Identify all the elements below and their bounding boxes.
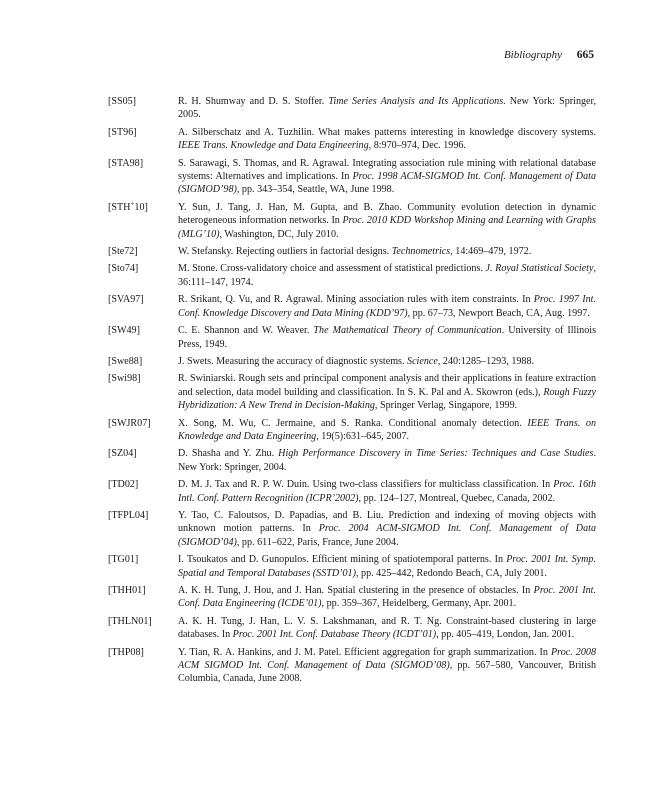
bib-key: [TG01] bbox=[108, 554, 139, 566]
bib-citation bbox=[178, 417, 596, 444]
bib-entry bbox=[108, 509, 596, 549]
bib-citation bbox=[178, 553, 596, 580]
citation-text: X. Song, M. Wu, C. Jermaine, and S. Ranka. Conditional anomaly detection. bbox=[178, 417, 528, 429]
bib-entry bbox=[108, 478, 596, 505]
citation-text: A. K. H. Tung, J. Hou, and J. Han. Spatial clustering in the presence of obstacles. In bbox=[178, 585, 534, 596]
bib-entry bbox=[108, 646, 596, 686]
citation-text: Y. Tao, C. Faloutsos, D. Papadias, and B. Liu. Prediction and indexing of moving objects with unknown motion patterns. In bbox=[178, 509, 596, 535]
bib-key: [STA98] bbox=[108, 157, 144, 169]
citation-title: J. Royal Statistical Society bbox=[485, 263, 594, 275]
citation-title: Rough Fuzzy Hybridization: A New Trend in Decision-Making bbox=[178, 386, 596, 412]
bib-entry bbox=[108, 447, 596, 474]
citation-text: , Washington, DC, July 2010. bbox=[219, 228, 339, 240]
citation-text: C. E. Shannon and W. Weaver. bbox=[178, 325, 314, 337]
citation-title: High Performance Discovery in Time Series: Techniques and Case Studies bbox=[278, 448, 594, 460]
citation-text: W. Stefansky. Rejecting outliers in factorial designs. bbox=[178, 246, 392, 258]
citation-title: Proc. 2001 Int. Symp. Spatial and Temporal Databases (SSTD’01) bbox=[178, 554, 597, 579]
bib-entry bbox=[108, 157, 596, 197]
citation-title: Proc. 1998 ACM-SIGMOD Int. Conf. Management of Data (SIGMOD’98) bbox=[178, 171, 596, 196]
bib-entry bbox=[108, 245, 596, 258]
bib-entry bbox=[108, 262, 596, 289]
citation-text: , Springer Verlag, Singapore, 1999. bbox=[374, 400, 518, 412]
citation-text: , 36:111–147, 1974. bbox=[178, 263, 596, 288]
bib-entry bbox=[108, 293, 596, 320]
bibliography-list bbox=[108, 95, 596, 690]
citation-title: Proc. 16th Intl. Conf. Pattern Recognition (ICPR’2002) bbox=[178, 479, 596, 504]
citation-text: , pp. 343–354, Seattle, WA, June 1998. bbox=[236, 184, 395, 196]
bib-key: [SWJR07] bbox=[108, 417, 151, 429]
citation-text: S. Sarawagi, S. Thomas, and R. Agrawal. Integrating association rule mining with relational database systems: Alternatives and implications. In bbox=[178, 157, 596, 183]
bib-key: [Ste72] bbox=[108, 246, 138, 258]
page-number: 665 bbox=[576, 49, 594, 61]
citation-text: , pp. 567–580, Vancouver, British Columbia, Canada, June 2008. bbox=[178, 660, 596, 685]
bib-citation bbox=[178, 478, 596, 505]
bib-citation bbox=[178, 615, 596, 642]
bib-citation bbox=[178, 95, 596, 122]
bib-citation bbox=[178, 447, 596, 474]
bib-key: [SZ04] bbox=[108, 448, 137, 460]
citation-text: D. M. J. Tax and R. P. W. Duin. Using two-class classifiers for multiclass classification. In bbox=[178, 479, 554, 491]
citation-text: Y. Sun, J. Tang, J. Han, M. Gupta, and B. Zhao. Community evolution detection in dynamic heterogeneous information networks. In bbox=[178, 201, 596, 227]
citation-text: . University of Illinois Press, 1949. bbox=[178, 325, 596, 350]
bib-entry bbox=[108, 553, 596, 580]
citation-text: , pp. 425–442, Redondo Beach, CA, July 2001. bbox=[355, 567, 547, 579]
bib-entry bbox=[108, 584, 596, 611]
bib-citation bbox=[178, 245, 596, 258]
bib-key: [THH01] bbox=[108, 585, 146, 596]
bib-key: [STH+10] bbox=[108, 199, 148, 213]
citation-text: . New York: Springer, 2004. bbox=[178, 448, 596, 473]
citation-text: A. K. H. Tung, J. Han, L. V. S. Lakshmanan, and R. T. Ng. Constraint-based clustering in large databases. In bbox=[178, 615, 596, 641]
citation-title: IEEE Trans. Knowledge and Data Engineering bbox=[178, 140, 369, 152]
citation-text: , pp. 405–419, London, Jan. 2001. bbox=[436, 629, 575, 641]
citation-text: . New York: Springer, 2005. bbox=[178, 96, 597, 121]
bib-citation bbox=[178, 293, 596, 320]
bib-citation bbox=[178, 372, 596, 412]
citation-text: , pp. 67–73, Newport Beach, CA, Aug. 1997. bbox=[407, 307, 590, 319]
citation-text: Y. Tian, R. A. Hankins, and J. M. Patel. Efficient aggregation for graph summarization. In bbox=[178, 646, 551, 658]
bib-citation bbox=[178, 509, 596, 549]
citation-text: R. H. Shumway and D. S. Stoffer. bbox=[178, 96, 329, 107]
citation-title: Proc. 1997 Int. Conf. Knowledge Discovery and Data Mining (KDD’97) bbox=[178, 294, 596, 319]
bib-entry bbox=[108, 324, 596, 351]
bib-citation bbox=[178, 324, 596, 351]
bib-key: [SW49] bbox=[108, 325, 140, 337]
bib-entry bbox=[108, 355, 596, 368]
bib-key: [TD02] bbox=[108, 479, 139, 491]
bib-citation bbox=[178, 646, 596, 686]
citation-text: R. Srikant, Q. Vu, and R. Agrawal. Mining association rules with item constraints. In bbox=[178, 294, 534, 306]
bib-entry bbox=[108, 372, 596, 412]
citation-text: , 14:469–479, 1972. bbox=[450, 246, 532, 258]
citation-title: IEEE Trans. on Knowledge and Data Engineering bbox=[178, 417, 596, 442]
citation-title: Science bbox=[407, 355, 438, 367]
bib-entry bbox=[108, 201, 596, 241]
citation-text: A. Silberschatz and A. Tuzhilin. What makes patterns interesting in knowledge discovery systems. bbox=[178, 126, 596, 138]
citation-text: D. Shasha and Y. Zhu. bbox=[178, 448, 279, 460]
citation-text: , pp. 359–367, Heidelberg, Germany, Apr. 2001. bbox=[321, 598, 517, 610]
bib-entry bbox=[108, 417, 596, 444]
bib-entry bbox=[108, 95, 596, 122]
bib-key: [ST96] bbox=[108, 126, 137, 138]
citation-title: Technometrics bbox=[391, 246, 451, 258]
bib-key: [Sto74] bbox=[108, 263, 139, 275]
citation-text: I. Tsoukatos and D. Gunopulos. Efficient mining of spatiotemporal patterns. In bbox=[178, 554, 507, 566]
bib-key: [Swi98] bbox=[108, 373, 141, 385]
bib-citation bbox=[178, 355, 596, 368]
citation-text: , pp. 611–622, Paris, France, June 2004. bbox=[236, 536, 399, 548]
citation-text: , pp. 124–127, Montreal, Quebec, Canada, 2002. bbox=[358, 492, 556, 504]
bib-key: [SS05] bbox=[108, 96, 137, 107]
citation-title: Proc. 2010 KDD Workshop Mining and Learning with Graphs (MLG’10) bbox=[178, 215, 596, 240]
citation-text: J. Swets. Measuring the accuracy of diagnostic systems. bbox=[178, 355, 408, 367]
citation-text: M. Stone. Cross-validatory choice and assessment of statistical predictions. bbox=[178, 263, 486, 275]
citation-text: , 240:1285–1293, 1988. bbox=[437, 355, 535, 367]
bib-key: [THP08] bbox=[108, 646, 144, 658]
citation-text: , 19(5):631–645, 2007. bbox=[316, 430, 410, 442]
bib-citation bbox=[178, 201, 596, 241]
bib-key: [TFPL04] bbox=[108, 509, 149, 521]
bib-citation bbox=[178, 584, 596, 611]
bib-citation bbox=[178, 262, 596, 289]
citation-title: Proc. 2008 ACM SIGMOD Int. Conf. Management of Data (SIGMOD’08) bbox=[178, 646, 596, 672]
citation-title: Time Series Analysis and Its Applications bbox=[328, 96, 504, 107]
bib-key: [THLN01] bbox=[108, 615, 152, 627]
bib-key: [SVA97] bbox=[108, 294, 144, 306]
bib-entry bbox=[108, 615, 596, 642]
bib-citation bbox=[178, 157, 596, 197]
citation-text: R. Swiniarski. Rough sets and principal component analysis and their applications in feature extraction and selection, data model building and classification. In S. K. Pal and A. Skowron (eds.), bbox=[178, 373, 596, 398]
citation-title: Proc. 2001 Int. Conf. Database Theory (ICDT’01) bbox=[232, 629, 437, 641]
running-head bbox=[504, 49, 594, 61]
bib-citation bbox=[178, 126, 596, 153]
bib-key: [Swe88] bbox=[108, 355, 143, 367]
citation-title: Proc. 2001 Int. Conf. Data Engineering (ICDE’01) bbox=[178, 585, 596, 610]
running-head-section: Bibliography bbox=[503, 49, 562, 61]
citation-title: Proc. 2004 ACM-SIGMOD Int. Conf. Management of Data (SIGMOD’04) bbox=[178, 523, 596, 548]
bib-entry bbox=[108, 126, 596, 153]
citation-text: , 8:970–974, Dec. 1996. bbox=[368, 140, 466, 152]
citation-title: The Mathematical Theory of Communication bbox=[313, 325, 502, 337]
